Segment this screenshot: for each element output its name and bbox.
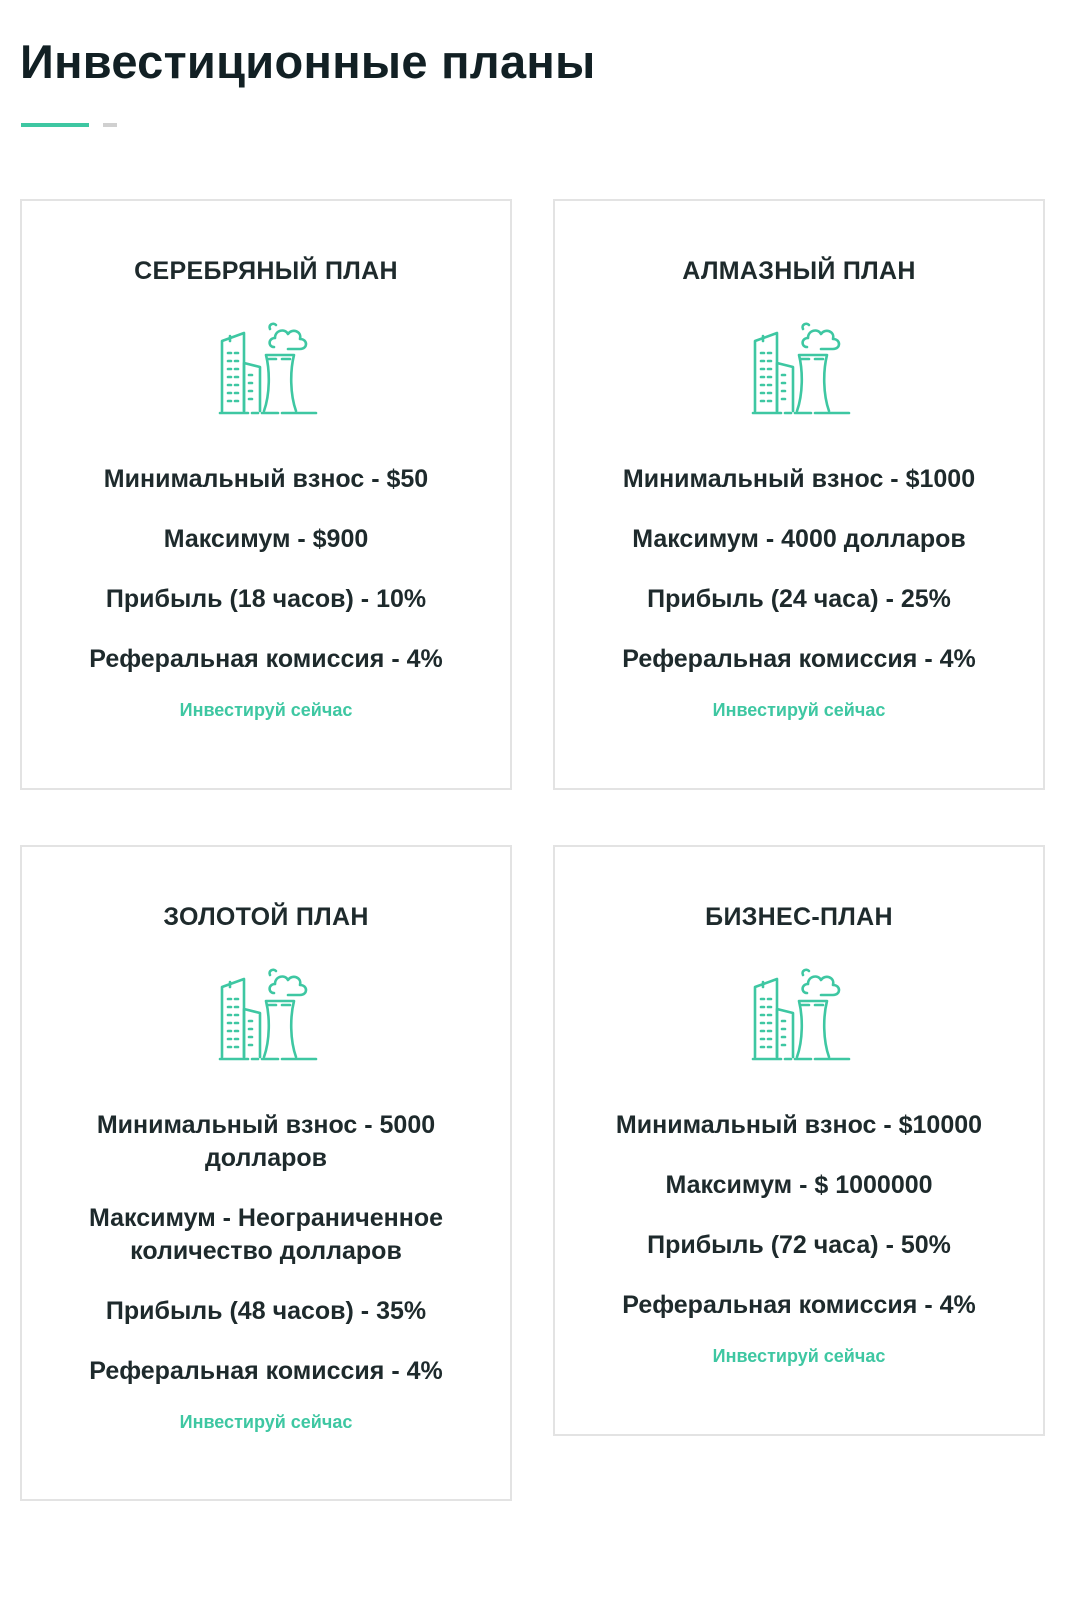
- plan-card-silver: [20, 199, 512, 790]
- plan-referral: Реферальная комиссия - 4%: [89, 645, 443, 673]
- plan-title: БИЗНЕС-ПЛАН: [705, 903, 893, 931]
- plan-title: АЛМАЗНЫЙ ПЛАН: [682, 257, 916, 285]
- plan-maximum: Максимум - $ 1000000: [665, 1171, 933, 1199]
- plan-min-deposit: Минимальный взнос - $50: [103, 465, 429, 493]
- plan-card-diamond: [553, 199, 1045, 790]
- title-underline-dot: [103, 123, 117, 127]
- plan-min-deposit: Минимальный взнос - $1000: [622, 465, 976, 493]
- invest-now-link[interactable]: Инвестируй сейчас: [712, 700, 886, 720]
- invest-now-link[interactable]: Инвестируй сейчас: [712, 1346, 886, 1366]
- plan-profit: Прибыль (24 часа) - 25%: [647, 585, 951, 613]
- city-buildings-icon: [751, 965, 851, 1065]
- plan-referral: Реферальная комиссия - 4%: [622, 645, 976, 673]
- invest-now-link[interactable]: Инвестируй сейчас: [179, 1412, 353, 1432]
- plan-card-gold: [20, 845, 512, 1501]
- plan-profit: Прибыль (72 часа) - 50%: [647, 1231, 951, 1259]
- plan-min-deposit: Минимальный взнос - 5000 долларов: [96, 1111, 436, 1172]
- invest-now-link[interactable]: Инвестируй сейчас: [179, 700, 353, 720]
- plan-maximum: Максимум - $900: [163, 525, 369, 553]
- plan-min-deposit: Минимальный взнос - $10000: [615, 1111, 983, 1139]
- title-underline: [21, 123, 89, 127]
- plan-card-business: [553, 845, 1045, 1436]
- plan-referral: Реферальная комиссия - 4%: [622, 1291, 976, 1319]
- city-buildings-icon: [218, 319, 318, 419]
- plan-maximum: Максимум - 4000 долларов: [632, 525, 966, 553]
- city-buildings-icon: [751, 319, 851, 419]
- plan-profit: Прибыль (18 часов) - 10%: [105, 585, 427, 613]
- page-title: Инвестиционные планы: [20, 35, 596, 88]
- plan-profit: Прибыль (48 часов) - 35%: [105, 1297, 427, 1325]
- plan-title: СЕРЕБРЯНЫЙ ПЛАН: [134, 257, 398, 285]
- plan-title: ЗОЛОТОЙ ПЛАН: [163, 903, 369, 931]
- plan-maximum: Максимум - Неограниченное количество долларов: [88, 1204, 444, 1265]
- city-buildings-icon: [218, 965, 318, 1065]
- plan-referral: Реферальная комиссия - 4%: [89, 1357, 443, 1385]
